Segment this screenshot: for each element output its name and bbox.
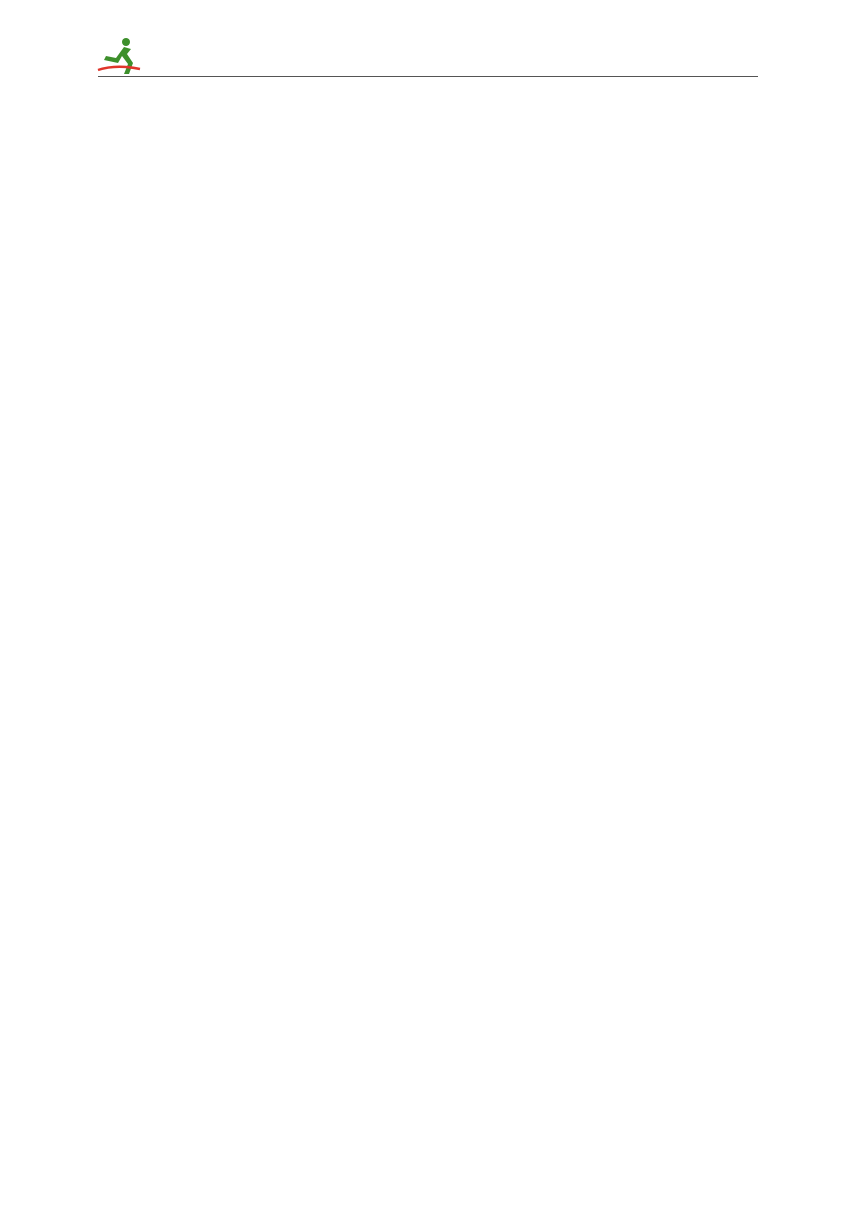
header-divider: [98, 76, 758, 77]
running-man-icon: [96, 36, 142, 76]
site-logo: [96, 34, 276, 80]
